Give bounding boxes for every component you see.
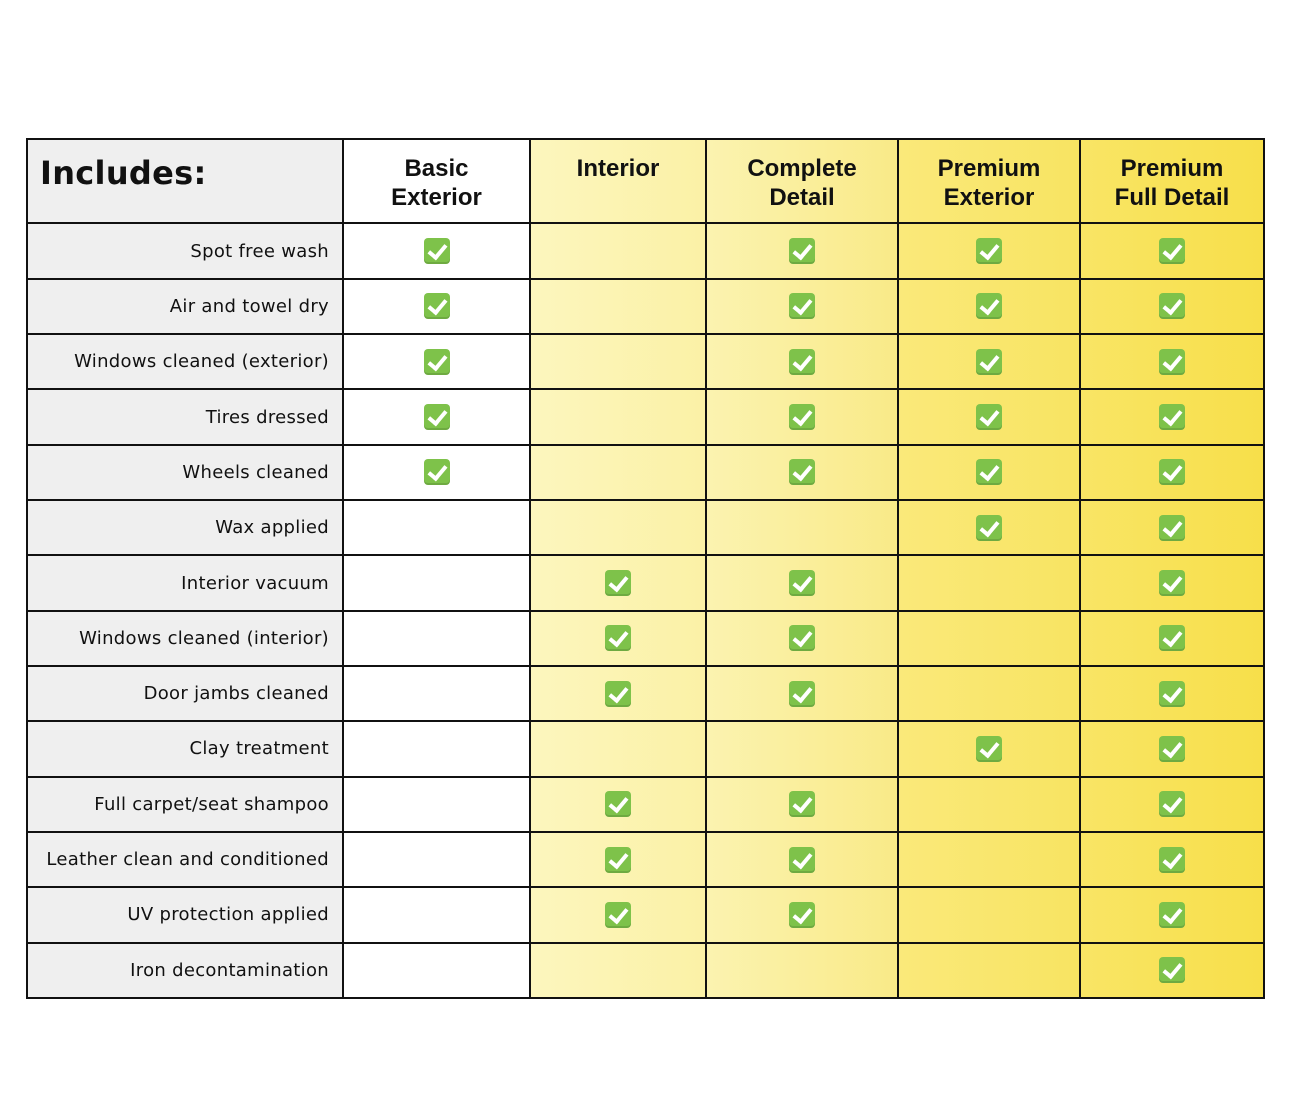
package-header-interior <box>530 139 706 223</box>
feature-cell <box>1080 887 1264 942</box>
check-mark-button-icon <box>976 459 1002 485</box>
feature-cell <box>706 555 898 610</box>
includes-header-cell <box>27 139 343 223</box>
feature-cell <box>1080 721 1264 776</box>
feature-cell <box>343 887 530 942</box>
check-mark-button-icon <box>789 293 815 319</box>
includes-heading: Includes: <box>40 154 207 192</box>
check-mark-button-icon <box>605 681 631 707</box>
feature-row <box>27 500 1264 555</box>
feature-name: Wheels cleaned <box>27 445 343 500</box>
feature-cell <box>898 223 1080 278</box>
check-mark-button-icon <box>789 847 815 873</box>
feature-cell <box>898 334 1080 389</box>
feature-cell <box>530 389 706 444</box>
feature-cell <box>530 279 706 334</box>
feature-cell <box>1080 445 1264 500</box>
check-mark-button-icon <box>1159 459 1185 485</box>
feature-cell <box>530 777 706 832</box>
feature-cell <box>898 611 1080 666</box>
check-mark-button-icon <box>1159 681 1185 707</box>
feature-row <box>27 389 1264 444</box>
feature-cell <box>1080 223 1264 278</box>
feature-row <box>27 611 1264 666</box>
check-mark-button-icon <box>976 736 1002 762</box>
package-name: Premium Exterior <box>937 155 1041 211</box>
check-mark-button-icon <box>1159 791 1185 817</box>
check-mark-button-icon <box>976 238 1002 264</box>
feature-cell <box>530 721 706 776</box>
check-mark-button-icon <box>424 238 450 264</box>
check-mark-button-icon <box>424 349 450 375</box>
feature-cell <box>1080 943 1264 998</box>
package-name: Basic Exterior <box>391 155 482 211</box>
feature-row <box>27 334 1264 389</box>
check-mark-button-icon <box>424 404 450 430</box>
feature-cell <box>343 721 530 776</box>
check-mark-button-icon <box>789 459 815 485</box>
feature-row <box>27 887 1264 942</box>
feature-cell <box>1080 611 1264 666</box>
check-mark-button-icon <box>1159 515 1185 541</box>
feature-cell <box>343 832 530 887</box>
feature-cell <box>706 500 898 555</box>
check-mark-button-icon <box>789 349 815 375</box>
feature-cell <box>343 334 530 389</box>
feature-row <box>27 223 1264 278</box>
feature-cell <box>1080 279 1264 334</box>
package-header-basic-exterior <box>343 139 530 223</box>
check-mark-button-icon <box>1159 570 1185 596</box>
feature-cell <box>343 223 530 278</box>
check-mark-button-icon <box>1159 238 1185 264</box>
feature-cell <box>530 943 706 998</box>
check-mark-button-icon <box>605 791 631 817</box>
check-mark-button-icon <box>1159 625 1185 651</box>
feature-row <box>27 943 1264 998</box>
feature-cell <box>898 279 1080 334</box>
feature-cell <box>706 887 898 942</box>
check-mark-button-icon <box>1159 902 1185 928</box>
package-header-premium-full-detail <box>1080 139 1264 223</box>
feature-cell <box>898 887 1080 942</box>
feature-name: Spot free wash <box>27 223 343 278</box>
check-mark-button-icon <box>789 238 815 264</box>
feature-name: Iron decontamination <box>27 943 343 998</box>
check-mark-button-icon <box>976 404 1002 430</box>
feature-cell <box>530 666 706 721</box>
check-mark-button-icon <box>789 625 815 651</box>
check-mark-button-icon <box>1159 293 1185 319</box>
feature-row <box>27 832 1264 887</box>
check-mark-button-icon <box>605 847 631 873</box>
feature-cell <box>898 389 1080 444</box>
package-comparison-table <box>26 138 1265 999</box>
feature-cell <box>706 389 898 444</box>
package-header-complete-detail <box>706 139 898 223</box>
feature-cell <box>343 279 530 334</box>
feature-name: Windows cleaned (exterior) <box>27 334 343 389</box>
check-mark-button-icon <box>605 902 631 928</box>
check-mark-button-icon <box>1159 404 1185 430</box>
feature-row <box>27 777 1264 832</box>
feature-cell <box>898 721 1080 776</box>
feature-cell <box>1080 555 1264 610</box>
feature-cell <box>1080 666 1264 721</box>
feature-row <box>27 445 1264 500</box>
feature-name: Tires dressed <box>27 389 343 444</box>
feature-cell <box>530 445 706 500</box>
feature-cell <box>706 334 898 389</box>
feature-row <box>27 555 1264 610</box>
feature-cell <box>706 777 898 832</box>
feature-cell <box>530 500 706 555</box>
feature-name: Leather clean and conditioned <box>27 832 343 887</box>
feature-name: Air and towel dry <box>27 279 343 334</box>
feature-cell <box>343 500 530 555</box>
check-mark-button-icon <box>424 293 450 319</box>
feature-name: Clay treatment <box>27 721 343 776</box>
check-mark-button-icon <box>605 625 631 651</box>
check-mark-button-icon <box>1159 847 1185 873</box>
feature-cell <box>706 611 898 666</box>
feature-cell <box>343 445 530 500</box>
check-mark-button-icon <box>789 681 815 707</box>
check-mark-button-icon <box>1159 736 1185 762</box>
feature-cell <box>706 832 898 887</box>
feature-name: Interior vacuum <box>27 555 343 610</box>
check-mark-button-icon <box>789 902 815 928</box>
feature-row <box>27 721 1264 776</box>
feature-cell <box>530 611 706 666</box>
feature-name: Door jambs cleaned <box>27 666 343 721</box>
feature-row <box>27 279 1264 334</box>
feature-cell <box>706 943 898 998</box>
feature-cell <box>530 832 706 887</box>
package-header-premium-exterior <box>898 139 1080 223</box>
check-mark-button-icon <box>976 515 1002 541</box>
feature-cell <box>343 611 530 666</box>
feature-cell <box>706 279 898 334</box>
package-name: Premium Full Detail <box>1114 155 1230 211</box>
feature-cell <box>706 445 898 500</box>
feature-cell <box>898 832 1080 887</box>
feature-cell <box>343 943 530 998</box>
check-mark-button-icon <box>976 293 1002 319</box>
feature-cell <box>706 666 898 721</box>
feature-cell <box>898 445 1080 500</box>
feature-cell <box>898 777 1080 832</box>
feature-cell <box>1080 334 1264 389</box>
feature-cell <box>530 555 706 610</box>
package-name: Complete Detail <box>747 155 857 211</box>
check-mark-button-icon <box>605 570 631 596</box>
feature-cell <box>1080 389 1264 444</box>
feature-cell <box>530 887 706 942</box>
feature-cell <box>898 555 1080 610</box>
feature-name: Windows cleaned (interior) <box>27 611 343 666</box>
check-mark-button-icon <box>789 570 815 596</box>
check-mark-button-icon <box>1159 349 1185 375</box>
feature-name: UV protection applied <box>27 887 343 942</box>
check-mark-button-icon <box>789 404 815 430</box>
feature-cell <box>530 223 706 278</box>
feature-cell <box>898 943 1080 998</box>
feature-cell <box>530 334 706 389</box>
feature-cell <box>343 666 530 721</box>
feature-cell <box>706 223 898 278</box>
feature-name: Wax applied <box>27 500 343 555</box>
check-mark-button-icon <box>789 791 815 817</box>
feature-cell <box>706 721 898 776</box>
feature-cell <box>898 666 1080 721</box>
package-name: Interior <box>576 155 660 182</box>
feature-cell <box>343 389 530 444</box>
header-row <box>27 139 1264 223</box>
feature-cell <box>1080 777 1264 832</box>
feature-cell <box>343 555 530 610</box>
feature-name: Full carpet/seat shampoo <box>27 777 343 832</box>
feature-row <box>27 666 1264 721</box>
check-mark-button-icon <box>976 349 1002 375</box>
feature-cell <box>1080 832 1264 887</box>
feature-cell <box>1080 500 1264 555</box>
check-mark-button-icon <box>424 459 450 485</box>
check-mark-button-icon <box>1159 957 1185 983</box>
feature-cell <box>343 777 530 832</box>
feature-cell <box>898 500 1080 555</box>
